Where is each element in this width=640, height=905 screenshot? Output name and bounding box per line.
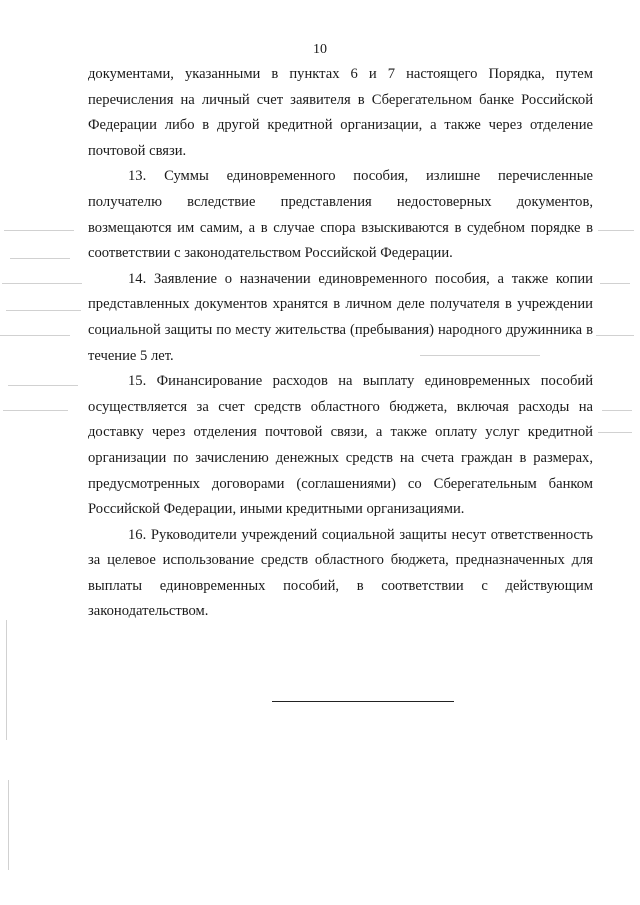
paragraph-continuation: документами, указанными в пунктах 6 и 7 настоящего Порядка, путем перечисления на личный счет заявителя в Сберегательном банке Российской Федерации либо в другой кредитной организации, а также через отделение почтовой связи. [88, 66, 593, 159]
paragraph-15: 15. Финансирование расходов на выплату единовременных пособий осуществляется за счет средств областного бюджета, включая расходы на доставку через отделения почтовой связи, а также оплату услуг кредитной организации по зачислению денежных средств на счета граждан в размерах, предусмотренных договорами (соглашениями) со Сберегательным банком Российской Федерации, иными кредитными организациями. [88, 373, 593, 518]
paragraph-16: 16. Руководители учреждений социальной защиты несут ответственность за целевое использование средств областного бюджета, предназначенных для выплаты единовременных пособий, в соответствии с действующим законодательством. [88, 526, 593, 620]
paragraph-13: 13. Суммы единовременного пособия, излишне перечисленные получателю вследствие представления недостоверных документов, возмещаются им самим, а в случае спора взыскиваются в судебном порядке в соответствии с законодательством Российской Федерации. [88, 168, 593, 262]
document-body [88, 62, 593, 625]
page-number: 10 [313, 42, 327, 57]
paragraph-14: 14. Заявление о назначении единовременного пособия, а также копии представленных документов хранятся в личном деле получателя в учреждении социальной защиты по месту жительства (пребывания) народного дружинника в течение 5 лет. [88, 270, 593, 364]
closing-rule [272, 701, 454, 702]
